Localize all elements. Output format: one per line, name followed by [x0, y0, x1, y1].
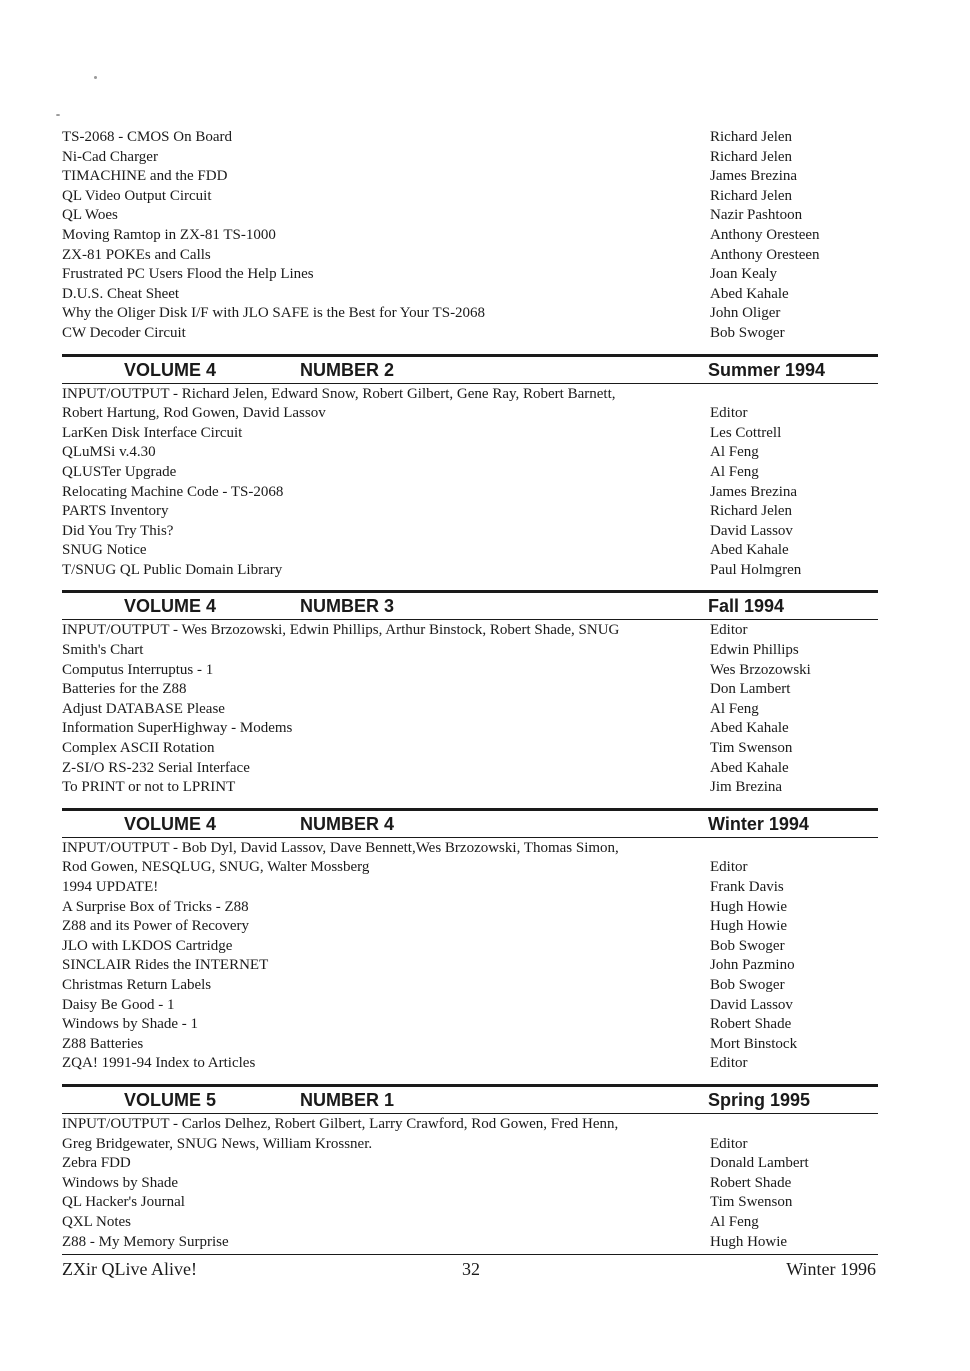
- index-entry: [62, 1054, 878, 1074]
- article-author: Donald Lambert: [710, 1155, 809, 1172]
- article-title: PARTS Inventory: [62, 503, 169, 520]
- article-author: Bob Swoger: [710, 976, 785, 993]
- article-author: Editor: [710, 405, 748, 422]
- article-title: TS-2068 - CMOS On Board: [62, 129, 233, 145]
- volume-label: VOLUME 5: [124, 1089, 217, 1110]
- article-title: QLuMSi v.4.30: [62, 444, 156, 461]
- article-author: Robert Shade: [710, 1174, 792, 1191]
- index-entry: [62, 404, 878, 424]
- index-entry: [62, 759, 878, 779]
- season-label: Fall 1994: [708, 596, 785, 617]
- section-header: [62, 1084, 878, 1114]
- article-title: Batteries for the Z88: [62, 681, 187, 698]
- index-entry: [62, 206, 878, 226]
- article-title: Did You Try This?: [62, 522, 174, 539]
- article-title: INPUT/OUTPUT - Wes Brzozowski, Edwin Phillips, Arthur Binstock, Robert Shade, SNUG: [62, 622, 620, 639]
- index-entry: [62, 917, 878, 937]
- season-label: Summer 1994: [708, 359, 826, 380]
- article-title: Zebra FDD: [62, 1155, 131, 1172]
- article-title: 1994 UPDATE!: [62, 879, 159, 895]
- article-title: QLUSTer Upgrade: [62, 463, 177, 480]
- section-entries: [62, 384, 878, 581]
- article-title: CW Decoder Circuit: [62, 324, 186, 341]
- section-header: [62, 354, 878, 384]
- article-author: James Brezina: [710, 168, 798, 185]
- index-entry: [62, 719, 878, 739]
- index-page: [62, 128, 878, 1252]
- article-title: Smith's Chart: [62, 642, 144, 659]
- article-title: A Surprise Box of Tricks - Z88: [62, 898, 249, 915]
- index-entry: [62, 443, 878, 463]
- index-entry: [62, 839, 878, 859]
- volume-section: [62, 808, 878, 1074]
- article-author: Abed Kahale: [710, 759, 789, 776]
- article-title: Windows by Shade: [62, 1174, 179, 1191]
- article-title: LarKen Disk Interface Circuit: [62, 424, 243, 441]
- index-entry: [62, 1154, 878, 1174]
- article-title: To PRINT or not to LPRINT: [62, 779, 236, 796]
- article-title: QL Hacker's Journal: [62, 1194, 185, 1211]
- index-entry: [62, 739, 878, 759]
- article-author: Abed Kahale: [710, 542, 789, 559]
- volume-section: [62, 590, 878, 797]
- index-entry: [62, 1015, 878, 1035]
- article-author: Al Feng: [710, 463, 759, 480]
- index-entry: [62, 621, 878, 641]
- article-author: Hugh Howie: [710, 898, 788, 915]
- footer-page-number: 32: [462, 1259, 480, 1279]
- index-entry: [62, 246, 878, 266]
- index-entry: [62, 148, 878, 168]
- index-entry: [62, 858, 878, 878]
- footer-publication: ZXir QLive Alive!: [62, 1259, 197, 1279]
- article-author: Paul Holmgren: [710, 561, 802, 578]
- article-title: ZQA! 1991-94 Index to Articles: [62, 1055, 256, 1072]
- article-author: Don Lambert: [710, 681, 791, 698]
- article-author: Frank Davis: [710, 879, 784, 895]
- footer-issue: Winter 1996: [786, 1259, 876, 1279]
- index-entry: [62, 661, 878, 681]
- article-title: Frustrated PC Users Flood the Help Lines: [62, 266, 314, 283]
- article-author: Les Cottrell: [710, 424, 782, 441]
- article-author: Richard Jelen: [710, 148, 793, 165]
- article-author: Editor: [710, 1135, 748, 1152]
- index-entry: [62, 1193, 878, 1213]
- article-title: Robert Hartung, Rod Gowen, David Lassov: [62, 405, 326, 422]
- index-entry: [62, 956, 878, 976]
- index-entry: [62, 700, 878, 720]
- article-title: Greg Bridgewater, SNUG News, William Krossner.: [62, 1135, 373, 1152]
- article-title: Relocating Machine Code - TS-2068: [62, 483, 284, 500]
- index-entry: [62, 385, 878, 405]
- scan-speck: [94, 76, 97, 79]
- article-author: Bob Swoger: [710, 324, 785, 341]
- article-title: Z88 and its Power of Recovery: [62, 918, 250, 935]
- article-title: Moving Ramtop in ZX-81 TS-1000: [62, 226, 276, 243]
- article-author: James Brezina: [710, 483, 798, 500]
- article-title: Computus Interruptus - 1: [62, 661, 214, 678]
- article-title: Rod Gowen, NESQLUG, SNUG, Walter Mossberg: [62, 859, 370, 876]
- article-title: Christmas Return Labels: [62, 976, 212, 993]
- index-entry: [62, 424, 878, 444]
- index-entry: [62, 541, 878, 561]
- article-title: INPUT/OUTPUT - Carlos Delhez, Robert Gilbert, Larry Crawford, Rod Gowen, Fred Henn,: [62, 1115, 619, 1132]
- article-title: INPUT/OUTPUT - Richard Jelen, Edward Snow, Robert Gilbert, Gene Ray, Robert Barnett,: [62, 385, 616, 402]
- article-author: Anthony Oresteen: [710, 246, 820, 263]
- article-author: John Oliger: [710, 305, 781, 322]
- index-entry: [62, 1135, 878, 1155]
- index-entry: [62, 976, 878, 996]
- article-title: QXL Notes: [62, 1213, 132, 1230]
- article-title: SINCLAIR Rides the INTERNET: [62, 957, 269, 974]
- index-entry: [62, 778, 878, 798]
- article-title: ZX-81 POKEs and Calls: [62, 246, 211, 263]
- article-author: Hugh Howie: [710, 1233, 788, 1250]
- article-author: Wes Brzozowski: [710, 661, 811, 678]
- article-author: John Pazmino: [710, 957, 795, 974]
- article-author: Richard Jelen: [710, 187, 793, 204]
- article-title: D.U.S. Cheat Sheet: [62, 285, 180, 302]
- article-title: Ni-Cad Charger: [62, 148, 158, 165]
- article-title: Adjust DATABASE Please: [62, 700, 225, 717]
- article-author: [710, 839, 878, 859]
- index-entry: [62, 128, 878, 148]
- volume-section: [62, 354, 878, 581]
- article-author: Editor: [710, 859, 748, 876]
- index-entry: [62, 167, 878, 187]
- article-title: Why the Oliger Disk I/F with JLO SAFE is the Best for Your TS-2068: [62, 305, 486, 322]
- article-author: Bob Swoger: [710, 937, 785, 954]
- article-author: Richard Jelen: [710, 129, 793, 145]
- article-title: Windows by Shade - 1: [62, 1016, 199, 1033]
- article-author: David Lassov: [710, 522, 793, 539]
- index-entry: [62, 641, 878, 661]
- article-title: T/SNUG QL Public Domain Library: [62, 561, 283, 578]
- article-author: Al Feng: [710, 700, 759, 717]
- volume-section: [62, 1084, 878, 1252]
- index-entry: [62, 265, 878, 285]
- article-title: Z88 - My Memory Surprise: [62, 1233, 229, 1250]
- scan-speck: [56, 114, 60, 116]
- article-author: Abed Kahale: [710, 720, 789, 737]
- index-entry: [62, 1213, 878, 1233]
- article-title: Z88 Batteries: [62, 1035, 144, 1052]
- article-author: Joan Kealy: [710, 266, 778, 283]
- index-entry: [62, 878, 878, 898]
- index-entry: [62, 561, 878, 581]
- section-header: [62, 590, 878, 620]
- index-entry: [62, 304, 878, 324]
- section-entries: [62, 620, 878, 797]
- section-entries: [62, 838, 878, 1074]
- number-label: NUMBER 2: [300, 359, 395, 380]
- number-label: NUMBER 4: [300, 813, 395, 834]
- article-author: [710, 1115, 878, 1135]
- article-author: Abed Kahale: [710, 285, 789, 302]
- number-label: NUMBER 3: [300, 596, 395, 617]
- article-author: Mort Binstock: [710, 1035, 798, 1052]
- index-entry: [62, 1233, 878, 1253]
- volume-sections: [62, 354, 878, 1253]
- article-author: Hugh Howie: [710, 918, 788, 935]
- article-author: Jim Brezina: [710, 779, 783, 796]
- index-entry: [62, 1035, 878, 1055]
- article-author: David Lassov: [710, 996, 793, 1013]
- index-entry: [62, 502, 878, 522]
- article-author: Tim Swenson: [710, 740, 793, 757]
- index-entry: [62, 937, 878, 957]
- index-entry: [62, 285, 878, 305]
- article-author: Robert Shade: [710, 1016, 792, 1033]
- article-title: INPUT/OUTPUT - Bob Dyl, David Lassov, Dave Bennett,Wes Brzozowski, Thomas Simon,: [62, 839, 619, 856]
- index-entry: [62, 483, 878, 503]
- volume-label: VOLUME 4: [124, 359, 217, 380]
- season-label: Winter 1994: [708, 813, 809, 834]
- index-entry: [62, 1115, 878, 1135]
- section-header: [62, 808, 878, 838]
- index-entry: [62, 187, 878, 207]
- index-entry: [62, 226, 878, 246]
- index-entry: [62, 522, 878, 542]
- page-footer: [62, 1254, 878, 1283]
- article-author: Tim Swenson: [710, 1194, 793, 1211]
- article-title: Complex ASCII Rotation: [62, 740, 215, 757]
- number-label: NUMBER 1: [300, 1089, 395, 1110]
- article-author: Richard Jelen: [710, 503, 793, 520]
- article-title: Information SuperHighway - Modems: [62, 720, 293, 737]
- index-entry: [62, 898, 878, 918]
- article-title: SNUG Notice: [62, 542, 147, 559]
- volume-label: VOLUME 4: [124, 813, 217, 834]
- index-entry: [62, 463, 878, 483]
- article-author: Edwin Phillips: [710, 642, 799, 659]
- article-author: Editor: [710, 1055, 748, 1072]
- article-title: JLO with LKDOS Cartridge: [62, 937, 233, 954]
- article-author: Nazir Pashtoon: [710, 207, 803, 224]
- section-entries: [62, 1114, 878, 1252]
- article-title: TIMACHINE and the FDD: [62, 168, 228, 185]
- index-entry: [62, 324, 878, 344]
- article-title: QL Woes: [62, 207, 118, 224]
- article-author: Al Feng: [710, 1213, 759, 1230]
- intro-entry-list: [62, 128, 878, 344]
- index-entry: [62, 680, 878, 700]
- volume-label: VOLUME 4: [124, 596, 217, 617]
- article-author: Anthony Oresteen: [710, 226, 820, 243]
- article-title: QL Video Output Circuit: [62, 187, 212, 204]
- index-entry: [62, 996, 878, 1016]
- article-author: [710, 385, 878, 405]
- season-label: Spring 1995: [708, 1089, 811, 1110]
- index-entry: [62, 1174, 878, 1194]
- article-title: Daisy Be Good - 1: [62, 996, 175, 1013]
- article-title: Z-SI/O RS-232 Serial Interface: [62, 759, 250, 776]
- article-author: Editor: [710, 622, 748, 639]
- article-author: Al Feng: [710, 444, 759, 461]
